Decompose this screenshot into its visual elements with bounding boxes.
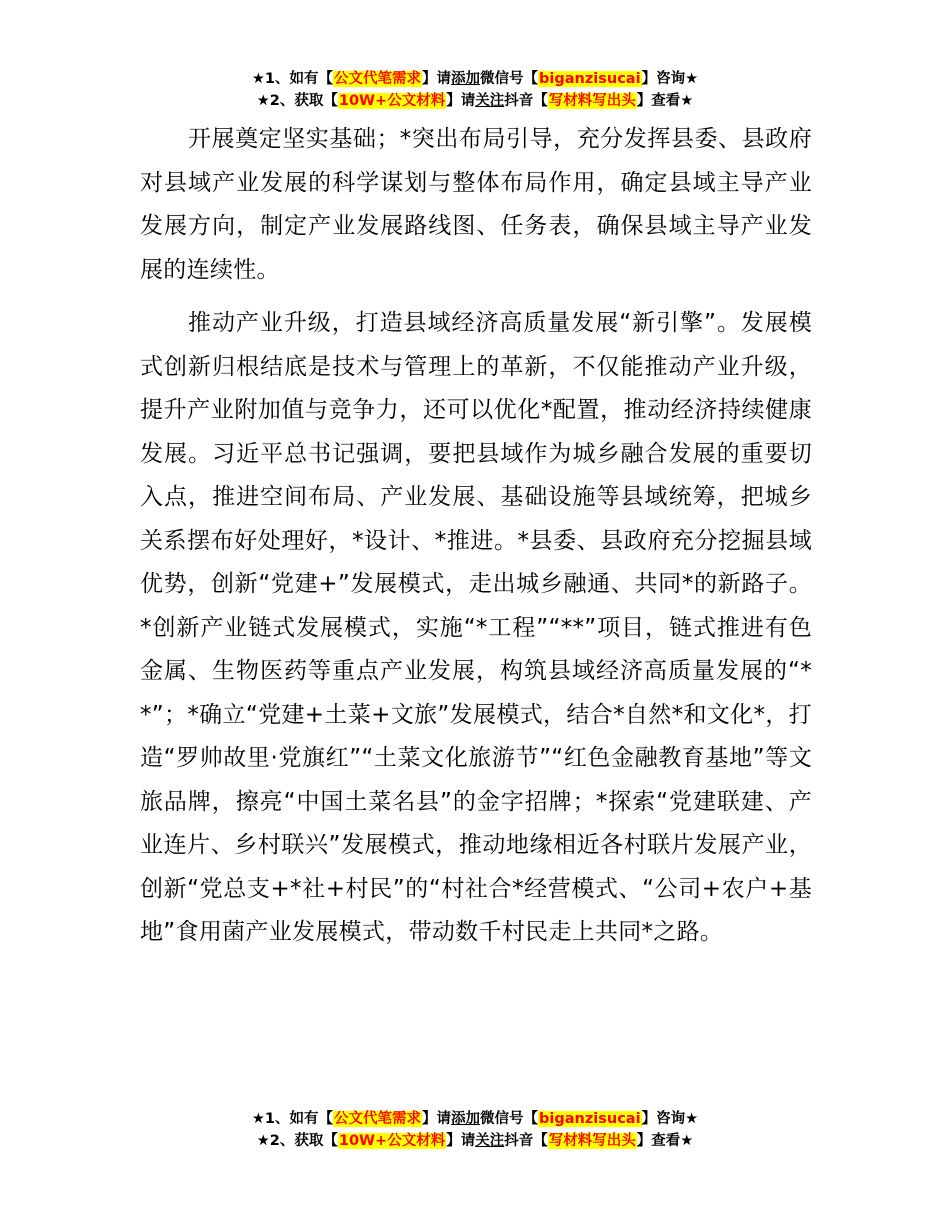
document-body (140, 118, 812, 955)
banner-text: 】查看★ (636, 1133, 694, 1149)
banner-text: 】咨询★ (641, 71, 699, 87)
wechat-id-highlight: biganzisucai (539, 71, 641, 87)
banner-text: 】咨询★ (641, 1111, 699, 1127)
banner-text: ★1、如有【 (251, 71, 334, 87)
banner-text: 】请 (446, 1133, 476, 1149)
douyin-account-highlight: 写材料写出头 (548, 93, 636, 109)
banner-text: ★2、获取【 (256, 1133, 338, 1149)
header-banner (0, 68, 950, 112)
underlined-text: 关注 (475, 1133, 505, 1149)
highlighted-text: 公文代笔需求 (334, 71, 422, 87)
banner-text: 】请 (446, 93, 476, 109)
footer-banner (0, 1108, 950, 1152)
underlined-text: 添加 (451, 71, 481, 87)
highlighted-text: 10W+公文材料 (338, 1133, 446, 1149)
douyin-account-highlight: 写材料写出头 (548, 1133, 636, 1149)
body-paragraph-1: 开展奠定坚实基础；*突出布局引导，充分发挥县委、县政府对县域产业发展的科学谋划与整体布局作用，确定县域主导产业发展方向，制定产业发展路线图、任务表，确保县域主导产业发展的连续性。 (140, 126, 812, 283)
banner-text: 】请 (422, 1111, 452, 1127)
footer-banner-line-2 (0, 1130, 950, 1152)
banner-text: 抖音【 (504, 1133, 548, 1149)
banner-text: ★2、获取【 (256, 93, 338, 109)
banner-text: 微信号【 (480, 71, 539, 87)
banner-text: 】请 (422, 71, 452, 87)
header-banner-line-1 (0, 68, 950, 90)
banner-text: 】查看★ (636, 93, 694, 109)
body-paragraph-2: 推动产业升级，打造县域经济高质量发展“新引擎”。发展模式创新归根结底是技术与管理上的革新，不仅能推动产业升级，提升产业附加值与竞争力，还可以优化*配置，推动经济持续健康发展。习近平总书记强调，要把县域作为城乡融合发展的重要切入点，推进空间布局、产业发展、基础设施等县域统筹，把城乡关系摆布好处理好，*设计、*推进。*县委、县政府充分挖掘县域优势，创新“党建+”发展模式，走出城乡融通、共同*的新路子。*创新产业链式发展模式，实施“*工程”“**”项目，链式推进有色金属、生物医药等重点产业发展，构筑县域经济高质量发展的“**”；*确立“党建+土菜+文旅”发展模式，结合*自然*和文化*，打造“罗帅故里·党旗红”“土菜文化旅游节”“红色金融教育基地”等文旅品牌，擦亮“中国土菜名县”的金字招牌；*探索“党建联建、产业连片、乡村联兴”发展模式，推动地缘相近各村联片发展产业，创新“党总支+*社+村民”的“村社合*经营模式、“公司+农户+基地”食用菌产业发展模式，带动数千村民走上共同*之路。 (140, 310, 812, 945)
banner-text: ★1、如有【 (251, 1111, 334, 1127)
footer-banner-line-1 (0, 1108, 950, 1130)
underlined-text: 添加 (451, 1111, 481, 1127)
underlined-text: 关注 (475, 93, 505, 109)
header-banner-line-2 (0, 90, 950, 112)
banner-text: 微信号【 (480, 1111, 539, 1127)
highlighted-text: 10W+公文材料 (338, 93, 446, 109)
wechat-id-highlight: biganzisucai (539, 1111, 641, 1127)
highlighted-text: 公文代笔需求 (334, 1111, 422, 1127)
banner-text: 抖音【 (504, 93, 548, 109)
